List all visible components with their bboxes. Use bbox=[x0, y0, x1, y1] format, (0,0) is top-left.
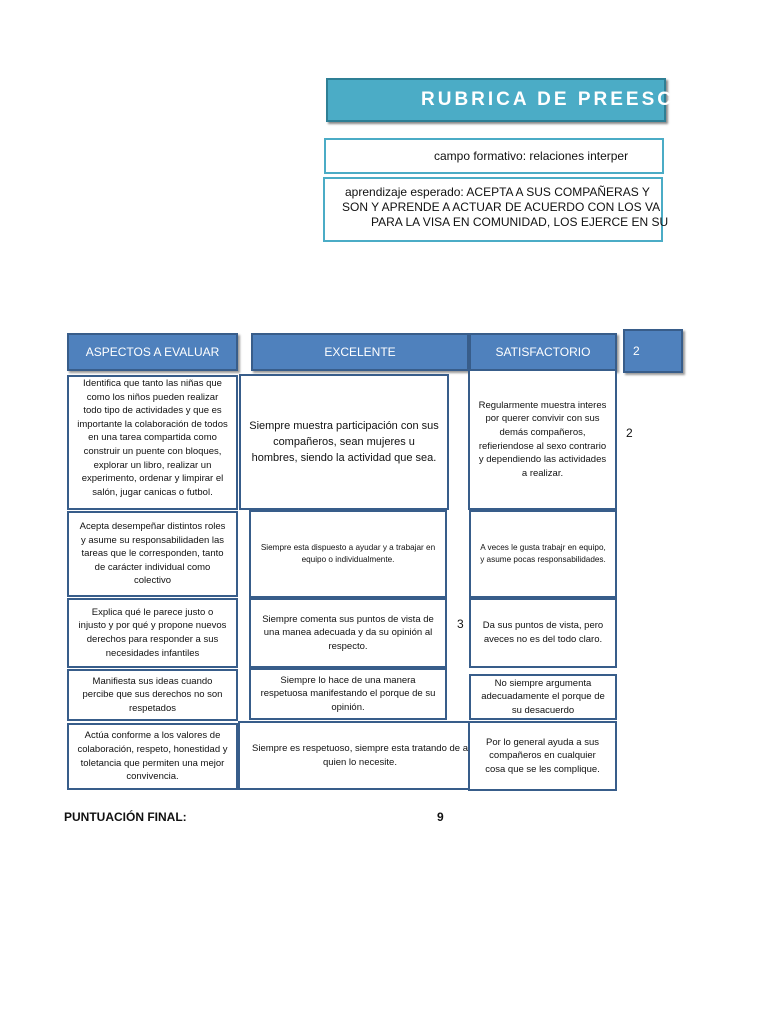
final-score-value: 9 bbox=[437, 810, 444, 824]
row5-aspecto-text: Actúa conforme a los valores de colaboración, respeto, honestidad y toletancia que permiten una mejor convivencia. bbox=[77, 730, 228, 783]
row2-aspecto-text: Acepta desempeñar distintos roles y asume su responsabilidaden las tareas que le corresponden, tanto de carácter individual como colectivo bbox=[79, 521, 226, 587]
row3-score: 3 bbox=[457, 617, 464, 631]
page-title-text: RUBRICA DE PREESC bbox=[421, 89, 674, 110]
row1-aspecto bbox=[67, 375, 238, 510]
final-score-label: PUNTUACIÓN FINAL: bbox=[64, 810, 187, 824]
row1-score: 2 bbox=[626, 426, 633, 440]
header-excelente bbox=[251, 333, 469, 371]
row1-satisfactorio-text: Regularmente muestra interes por querer convivir con sus demás compañeros, refieriendose al sexo contrario y dependiendo las actividades a realizar. bbox=[478, 399, 607, 479]
row2-excelente bbox=[249, 510, 447, 598]
row5-excelente-text: Siempre es respetuoso, siempre esta tratando de a quien lo necesite. bbox=[252, 742, 468, 768]
row3-aspecto-text: Explica qué le parece justo o injusto y por qué y propone nuevos derechos para responder a sus necesidades infantiles bbox=[78, 606, 227, 659]
row3-aspecto bbox=[67, 598, 238, 668]
row4-satisfactorio bbox=[469, 674, 617, 720]
header-satisfactorio-label: SATISFACTORIO bbox=[495, 345, 591, 359]
row2-satisfactorio bbox=[469, 510, 617, 598]
aprendizaje-esperado-box bbox=[323, 177, 669, 242]
row4-aspecto-text: Manifiesta sus ideas cuando percibe que sus derechos no son respetados bbox=[82, 675, 223, 714]
row4-excelente-text: Siempre lo hace de una manera respetuosa manifestando el porque de su opinión. bbox=[260, 674, 436, 713]
row3-excelente bbox=[249, 598, 447, 668]
row1-aspecto-text: Identifica que tanto las niñas que como los niños pueden realizar todo tipo de actividades y que es importante la colaboración de todos en una tarea compartida como construir un puente con bloques, explorar un libro, realizar un experimento, ordenar y limpirar el salón, jugar canicas o futbol. bbox=[77, 378, 228, 498]
row3-excelente-text: Siempre comenta sus puntos de vista de una manea adecuada y da su opinión al respecto. bbox=[262, 613, 434, 652]
header-aspectos bbox=[67, 333, 238, 371]
header-partial-label: 2 bbox=[633, 344, 640, 358]
row2-excelente-text: Siempre esta dispuesto a ayudar y a trabajar en equipo o individualmente. bbox=[260, 542, 436, 564]
page-title bbox=[326, 78, 674, 122]
header-aspectos-label: ASPECTOS A EVALUAR bbox=[85, 345, 220, 359]
row4-excelente bbox=[249, 668, 447, 720]
row5-satisfactorio-text: Por lo general ayuda a sus compañeros en cualquier cosa que se les complique. bbox=[485, 736, 600, 775]
campo-formativo-box bbox=[324, 138, 664, 174]
row5-satisfactorio bbox=[468, 721, 617, 791]
header-satisfactorio bbox=[469, 333, 617, 371]
aprendizaje-line-2: SON Y APRENDE A ACTUAR DE ACUERDO CON LOS VA bbox=[342, 200, 661, 214]
row1-satisfactorio bbox=[468, 369, 617, 510]
campo-formativo-text: campo formativo: relaciones interper bbox=[434, 149, 629, 163]
row5-excelente bbox=[238, 721, 478, 790]
aprendizaje-line-3: PARA LA VISA EN COMUNIDAD, LOS EJERCE EN SU bbox=[371, 215, 669, 229]
row3-satisfactorio bbox=[469, 598, 617, 668]
row4-satisfactorio-text: No siempre argumenta adecuadamente el porque de su desacuerdo bbox=[481, 677, 605, 716]
row1-excelente bbox=[239, 374, 449, 510]
header-excelente-label: EXCELENTE bbox=[324, 345, 396, 359]
row4-aspecto bbox=[67, 669, 238, 721]
row5-aspecto bbox=[67, 723, 238, 790]
row2-satisfactorio-text: A veces le gusta trabajr en equipo, y asume pocas responsabilidades. bbox=[480, 542, 606, 564]
row1-excelente-text: Siempre muestra participación con sus compañeros, sean mujeres u hombres, siendo la actividad que sea. bbox=[249, 420, 439, 464]
header-partial bbox=[623, 329, 683, 373]
row2-aspecto bbox=[67, 511, 238, 597]
aprendizaje-line-1: aprendizaje esperado: ACEPTA A SUS COMPAÑERAS Y bbox=[345, 185, 650, 199]
row3-satisfactorio-text: Da sus puntos de vista, pero aveces no es del todo claro. bbox=[482, 620, 604, 645]
